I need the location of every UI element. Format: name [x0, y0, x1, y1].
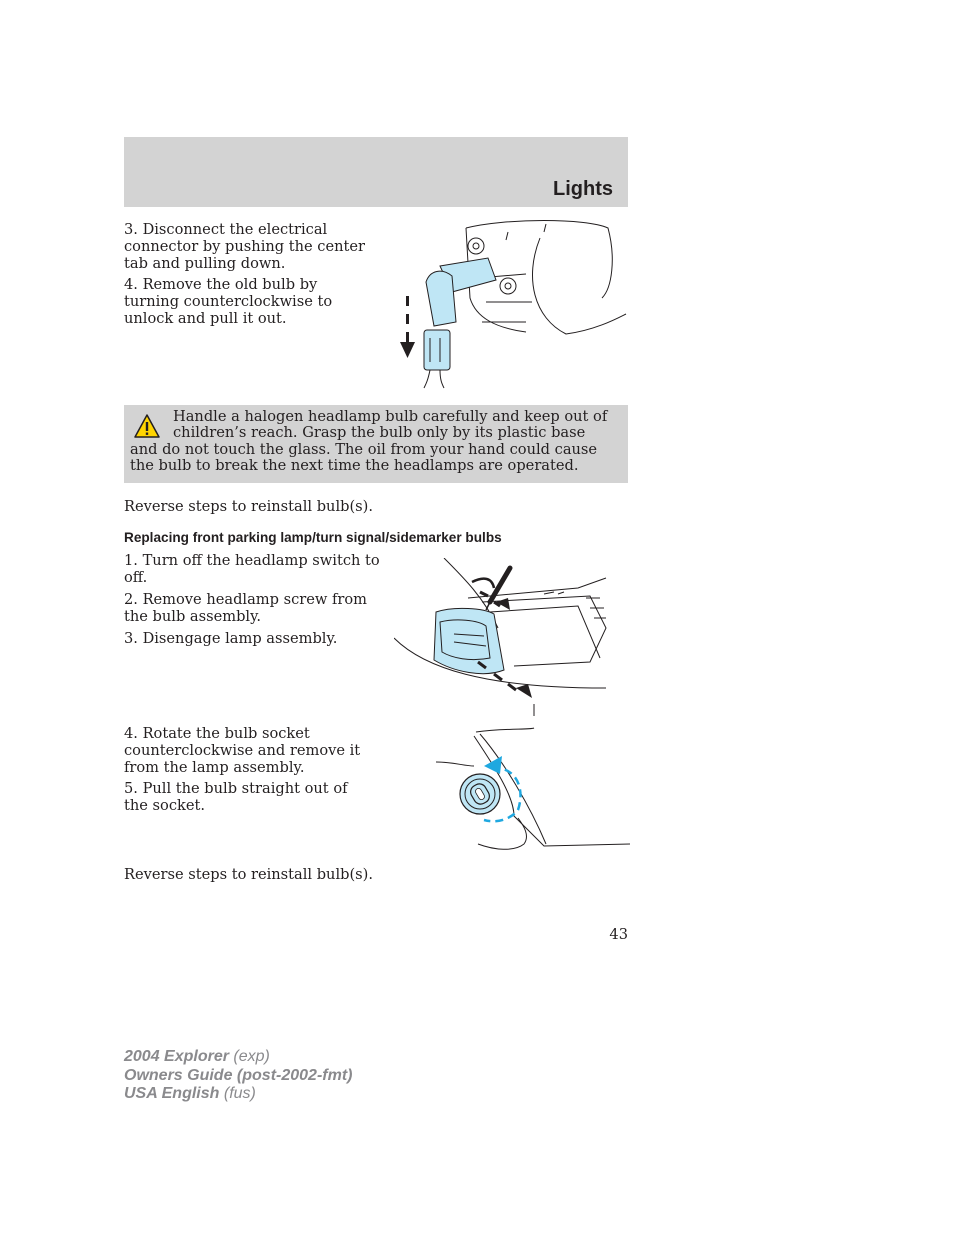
- section-heading: Replacing front parking lamp/turn signal/sidemarker bulbs: [124, 530, 502, 545]
- headlamp-bulb-illustration: [396, 218, 628, 390]
- step-5-text: 5. Pull the bulb straight out of the socket.: [124, 780, 348, 814]
- step-4b-text: 4. Rotate the bulb socket counterclockwise and remove it from the lamp assembly.: [124, 725, 361, 776]
- footer-language-code: (fus): [223, 1085, 256, 1102]
- warning-box: [124, 405, 628, 483]
- document-footer: [124, 1048, 352, 1104]
- footer-language: USA English: [124, 1085, 220, 1102]
- step-3b-text: 3. Disengage lamp assembly.: [124, 630, 338, 647]
- step-3-text: 3. Disconnect the electrical connector by pushing the center tab and pulling down.: [124, 221, 365, 272]
- page-title: Lights: [553, 178, 613, 200]
- reverse-steps-text-2: Reverse steps to reinstall bulb(s).: [124, 866, 373, 883]
- footer-model: 2004 Explorer: [124, 1048, 229, 1065]
- section-header: [124, 137, 628, 207]
- footer-model-code: (exp): [233, 1048, 270, 1065]
- step-4-text: 4. Remove the old bulb by turning counterclockwise to unlock and pull it out.: [124, 276, 333, 327]
- bulb-socket-illustration: [434, 726, 630, 856]
- page-number: 43: [609, 926, 628, 943]
- warning-text: Handle a halogen headlamp bulb carefully and keep out of children’s reach. Grasp the bulb only by its plastic base and do not touch the glass. The oil from your hand could cause the bulb to break the next time the headlamps are operated.: [130, 408, 608, 475]
- parking-lamp-illustration: [394, 558, 608, 718]
- step-1-text: 1. Turn off the headlamp switch to off.: [124, 552, 380, 586]
- step-2-text: 2. Remove headlamp screw from the bulb assembly.: [124, 591, 368, 625]
- footer-guide: Owners Guide (post-2002-fmt): [124, 1066, 353, 1084]
- reverse-steps-text: Reverse steps to reinstall bulb(s).: [124, 498, 373, 515]
